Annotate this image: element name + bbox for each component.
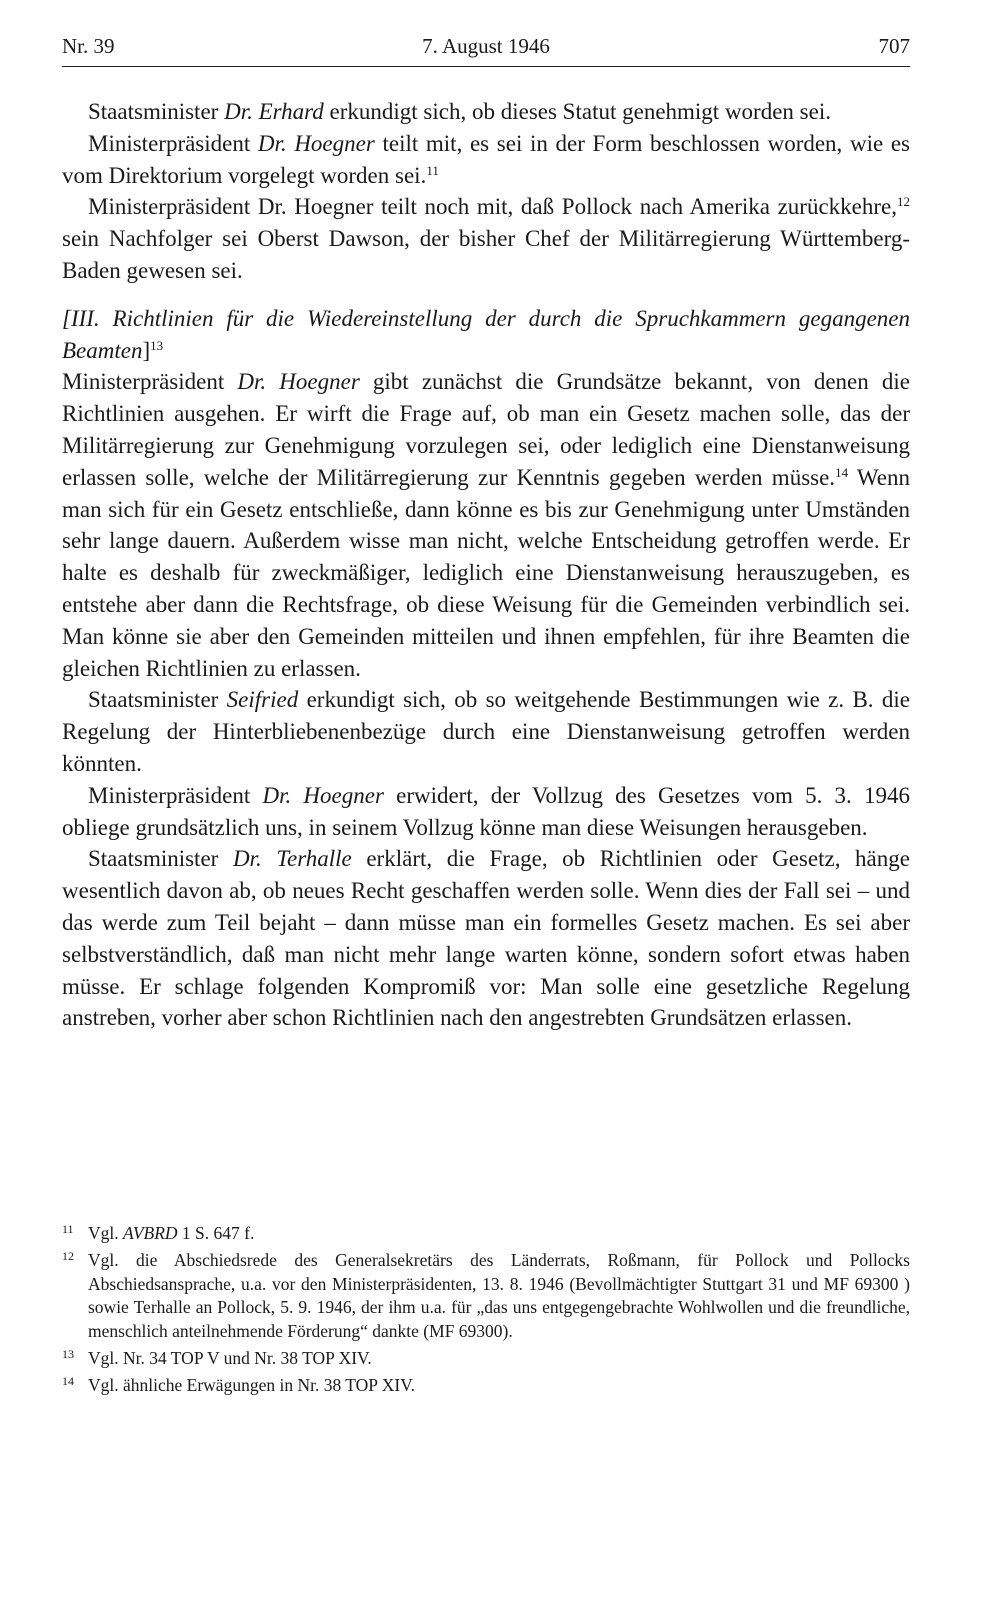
- footnote-ref: 12: [897, 194, 910, 210]
- speaker-name: Dr. Terhalle: [232, 846, 352, 872]
- footnote: [62, 1222, 910, 1245]
- paragraph-text: Wenn man sich für ein Gesetz entschließe, dann könne es bis zur Genehmigung unter Umständen sehr lange dauern. Außerdem wisse man nicht, welche Entscheidung getroffen werde. Er halte es deshalb für zweckmäßiger, lediglich eine Dienstanweisung herauszugeben, es entstehe aber dann die Rechtsfrage, ob diese Weisung für die Gemeinden verbindlich sei. Man könne sie aber den Gemeinden mitteilen und ihnen empfehlen, für ihre Beamten die gleichen Richtlinien zu erlassen.: [62, 464, 910, 681]
- footnote-text: Vgl. Nr. 34 TOP V und Nr. 38 TOP XIV.: [88, 1348, 372, 1369]
- paragraph: [62, 128, 910, 192]
- footnote-ref: 14: [835, 464, 849, 480]
- paragraph-text: Staatsminister: [88, 687, 227, 713]
- section-heading: [62, 303, 910, 367]
- footnote-number: 11: [62, 1222, 74, 1236]
- paragraph: [62, 191, 910, 286]
- paragraph-text: Ministerpräsident Dr. Hoegner teilt noch mit, daß Pollock nach Amerika zurückkehre,: [88, 194, 897, 220]
- paragraph: [62, 684, 910, 779]
- footnote-number: 12: [62, 1249, 74, 1264]
- footnote-text: Vgl. ähnliche Erwägungen in Nr. 38 TOP XIV.: [88, 1375, 415, 1396]
- bracket-open: [: [62, 305, 71, 331]
- paragraph-text: teilt mit, es sei in der Form beschlossen worden, wie es vom Direktorium vorgelegt worden sei.: [62, 130, 910, 188]
- issue-number: Nr. 39: [62, 34, 115, 58]
- paragraph-text: Staatsminister: [88, 846, 233, 872]
- paragraph-text: erklärt, die Frage, ob Richtlinien oder Gesetz, hänge wesentlich davon ab, ob neues Recht geschaffen werden solle. Wenn dies der Fall sei – und das werde zum Teil bejaht – dann müsse man ein formelles Gesetz machen. Es sei aber selbstverständlich, daß man nicht mehr lange warten könne, sondern sofort etwas haben müsse. Er schlage folgenden Kompromiß vor: Man solle eine gesetzliche Regelung anstreben, vorher aber schon Richtlinien nach den angestrebten Grundsätzen erlassen.: [62, 846, 910, 1031]
- speaker-name: Dr. Hoegner: [237, 369, 360, 395]
- section-heading-text: III. Richtlinien für die Wiedereinstellung der durch die Spruchkammern gegangenen Beamten: [62, 305, 910, 363]
- paragraph-text: Staatsminister: [88, 99, 225, 124]
- paragraph-text: sein Nachfolger sei Oberst Dawson, der bisher Chef der Militärregierung Württemberg-Baden gewesen sei.: [62, 226, 910, 283]
- footnote: [62, 1374, 910, 1397]
- running-header: [62, 34, 910, 66]
- paragraph: [62, 843, 910, 1034]
- paragraph-text: erkundigt sich, ob dieses Statut genehmigt worden sei.: [323, 99, 831, 124]
- header-rule: [62, 66, 910, 67]
- footnote-source-title: AVBRD: [123, 1223, 178, 1243]
- paragraph-text: Ministerpräsident: [88, 130, 258, 156]
- main-text: [62, 96, 910, 1034]
- speaker-name: Dr. Hoegner: [257, 130, 375, 156]
- speaker-name: Dr. Hoegner: [262, 782, 384, 808]
- paragraph-text: Ministerpräsident: [62, 369, 238, 395]
- footnote-ref: 13: [150, 337, 164, 353]
- paragraph: [62, 96, 910, 128]
- footnote: [62, 1249, 910, 1343]
- footnote-number: 14: [62, 1374, 74, 1389]
- page-number: 707: [878, 34, 910, 58]
- footnotes: [62, 1222, 910, 1402]
- header-date: 7. August 1946: [422, 34, 550, 58]
- footnote-ref: 11: [426, 162, 439, 178]
- paragraph-text: Ministerpräsident: [88, 782, 263, 808]
- footnote: [62, 1347, 910, 1370]
- speaker-name: Seifried: [226, 687, 299, 713]
- footnote-number: 13: [62, 1347, 74, 1362]
- footnote-text: Vgl.: [88, 1223, 123, 1243]
- bracket-close: ]: [142, 337, 151, 363]
- footnote-text: 1 S. 647 f.: [177, 1223, 255, 1243]
- paragraph-text: erwidert, der Vollzug des Gesetzes vom 5. 3. 1946 obliege grundsätzlich uns, in seinem Vollzug könne man diese Weisungen herausgeben.: [62, 782, 910, 840]
- paragraph: [62, 780, 910, 844]
- speaker-name: Dr. Erhard: [224, 99, 324, 124]
- footnote-text: Vgl. die Abschiedsrede des Generalsekretärs des Länderrats, Roßmann, für Pollock und Pollocks Abschiedsansprache, u.a. vor den Ministerpräsidenten, 13. 8. 1946 (Bevollmächtigter Stuttgart 31 und MF 69300 ) sowie Terhalle an Pollock, 5. 9. 1946, der ihm u.a. für „das uns entgegengebrachte Wohlwollen und die freundliche, menschlich anteilnehmende Förderung“ dankte (MF 69300).: [88, 1250, 910, 1341]
- paragraph: [62, 366, 910, 684]
- paragraph-text: erkundigt sich, ob so weitgehende Bestimmungen wie z. B. die Regelung der Hinterbliebenenbezüge durch eine Dienstanweisung getroffen werden könnten.: [62, 687, 910, 776]
- paragraph-text: gibt zunächst die Grundsätze bekannt, von denen die Richtlinien ausgehen. Er wirft die Frage auf, ob man ein Gesetz machen solle, das der Militärregierung zur Genehmigung vorzulegen sei, oder lediglich eine Dienstanweisung erlassen solle, welche der Militärregierung zur Kenntnis gegeben werden müsse.: [62, 369, 910, 490]
